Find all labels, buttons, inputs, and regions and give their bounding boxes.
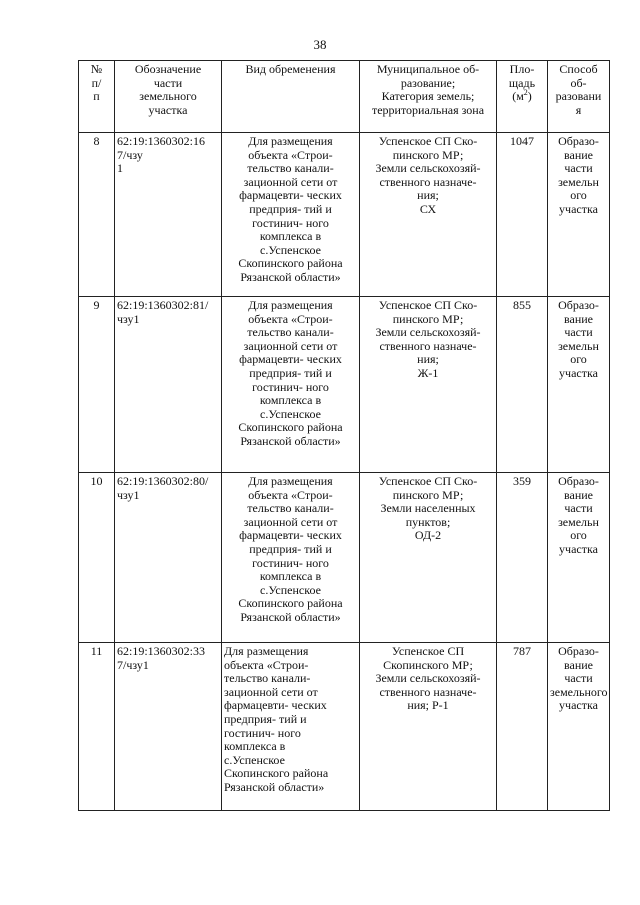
- table-header-row: [79, 61, 610, 133]
- table-row: [79, 133, 610, 297]
- cell-method: Образо- вание части земельн ого участка: [548, 297, 610, 473]
- header-code: Обозначение части земельного участка: [115, 61, 222, 133]
- land-parcels-table: [78, 60, 610, 811]
- table-row: [79, 643, 610, 811]
- cell-municipality: Успенское СП Ско- пинского МР; Земли сельскохозяй- ственного назначе- ния; СХ: [360, 133, 497, 297]
- cell-num: 11: [79, 643, 115, 811]
- header-area-close: ): [527, 89, 532, 104]
- cell-encumbrance: Для размещения объекта «Строи- тельство канали- зационной сети от фармацевти- ческих предприя- тий и гостинич- ного комплекса в с.Успенское Скопинского района Рязанской области»: [222, 297, 360, 473]
- table-row: [79, 473, 610, 643]
- cell-area: 359: [497, 473, 548, 643]
- header-municipality: Муниципальное об- разование; Категория земель; территориальная зона: [360, 61, 497, 133]
- cell-municipality: Успенское СП Ско- пинского МР; Земли сельскохозяй- ственного назначе- ния; Ж-1: [360, 297, 497, 473]
- cell-area: 1047: [497, 133, 548, 297]
- table-row: [79, 297, 610, 473]
- cell-code: 62:19:1360302:33 7/чзу1: [115, 643, 222, 811]
- cell-method: Образо- вание части земельн ого участка: [548, 133, 610, 297]
- cell-code: 62:19:1360302:81/ чзу1: [115, 297, 222, 473]
- header-area-superscript: 2: [523, 88, 528, 98]
- cell-method: Образо- вание части земельного участка: [548, 643, 610, 811]
- header-area: [497, 61, 548, 133]
- cell-code: 62:19:1360302:80/ чзу1: [115, 473, 222, 643]
- header-num: № п/ п: [79, 61, 115, 133]
- cell-encumbrance: Для размещения объекта «Строи- тельство канали- зационной сети от фармацевти- ческих предприя- тий и гостинич- ного комплекса в с.Успенское Скопинского района Рязанской области»: [222, 473, 360, 643]
- cell-code: 62:19:1360302:16 7/чзу 1: [115, 133, 222, 297]
- header-method: Способ об- разовани я: [548, 61, 610, 133]
- cell-municipality: Успенское СП Скопинского МР; Земли сельскохозяй- ственного назначе- ния; Р-1: [360, 643, 497, 811]
- header-type: Вид обременения: [222, 61, 360, 133]
- cell-area: 855: [497, 297, 548, 473]
- cell-method: Образо- вание части земельн ого участка: [548, 473, 610, 643]
- cell-num: 10: [79, 473, 115, 643]
- cell-num: 9: [79, 297, 115, 473]
- cell-num: 8: [79, 133, 115, 297]
- cell-encumbrance: Для размещения объекта «Строи- тельство канали- зационной сети от фармацевти- ческих предприя- тий и гостинич- ного комплекса в с.Успенское Скопинского района Рязанской области»: [222, 133, 360, 297]
- cell-area: 787: [497, 643, 548, 811]
- cell-encumbrance: Для размещения объекта «Строи- тельство канали- зационной сети от фармацевти- ческих предприя- тий и гостинич- ного комплекса в с.Успенское Скопинского района Рязанской области»: [222, 643, 360, 811]
- header-area-text: Пло- щадь (м: [508, 62, 536, 104]
- page-number: 38: [313, 37, 327, 52]
- cell-municipality: Успенское СП Ско- пинского МР; Земли населенных пунктов; ОД-2: [360, 473, 497, 643]
